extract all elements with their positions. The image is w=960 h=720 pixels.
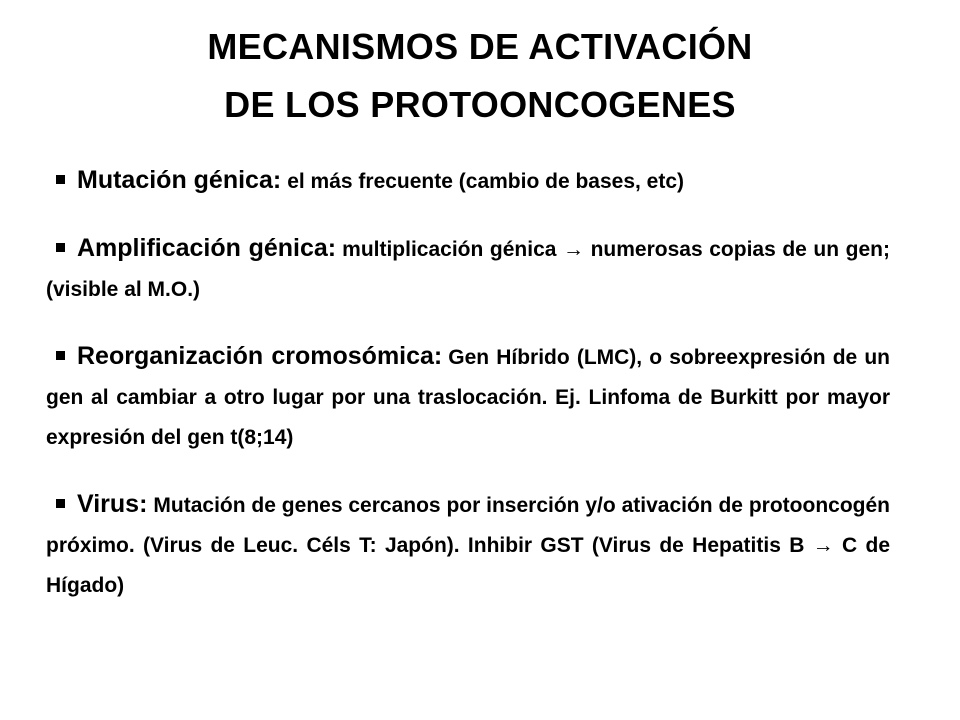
bullet-list <box>46 160 890 606</box>
bullet-item-amplificacion <box>46 228 890 310</box>
square-bullet-icon <box>56 499 65 508</box>
bullet-item-virus <box>46 484 890 606</box>
bullet-item-mutacion <box>46 160 890 202</box>
bullet-text: multiplicación génica → numerosas copias de un gen; (visible al M.O.) <box>46 238 890 301</box>
square-bullet-icon <box>56 243 65 252</box>
bullet-term: Amplificación génica: <box>77 234 337 262</box>
square-bullet-icon <box>56 175 65 184</box>
slide-title-line-2: DE LOS PROTOONCOGENES <box>224 84 736 125</box>
bullet-text: Mutación de genes cercanos por inserción y/o ativación de protooncogén próximo. (Virus de Leuc. Céls T: Japón). Inhibir GST (Virus de Hepatitis B → C de Hígado) <box>46 494 890 597</box>
bullet-item-reorganizacion <box>46 336 890 458</box>
square-bullet-icon <box>56 351 65 360</box>
bullet-term: Virus: <box>77 490 148 518</box>
bullet-text: el más frecuente (cambio de bases, etc) <box>287 170 685 193</box>
slide-title-line-1: MECANISMOS DE ACTIVACIÓN <box>207 26 753 67</box>
bullet-term: Mutación génica: <box>77 166 282 194</box>
bullet-text: Gen Híbrido (LMC), o sobreexpresión de un gen al cambiar a otro lugar por una traslocación. Ej. Linfoma de Burkitt por mayor expresión del gen t(8;14) <box>46 346 890 449</box>
slide-title <box>40 18 920 134</box>
bullet-term: Reorganización cromosómica: <box>77 342 443 370</box>
